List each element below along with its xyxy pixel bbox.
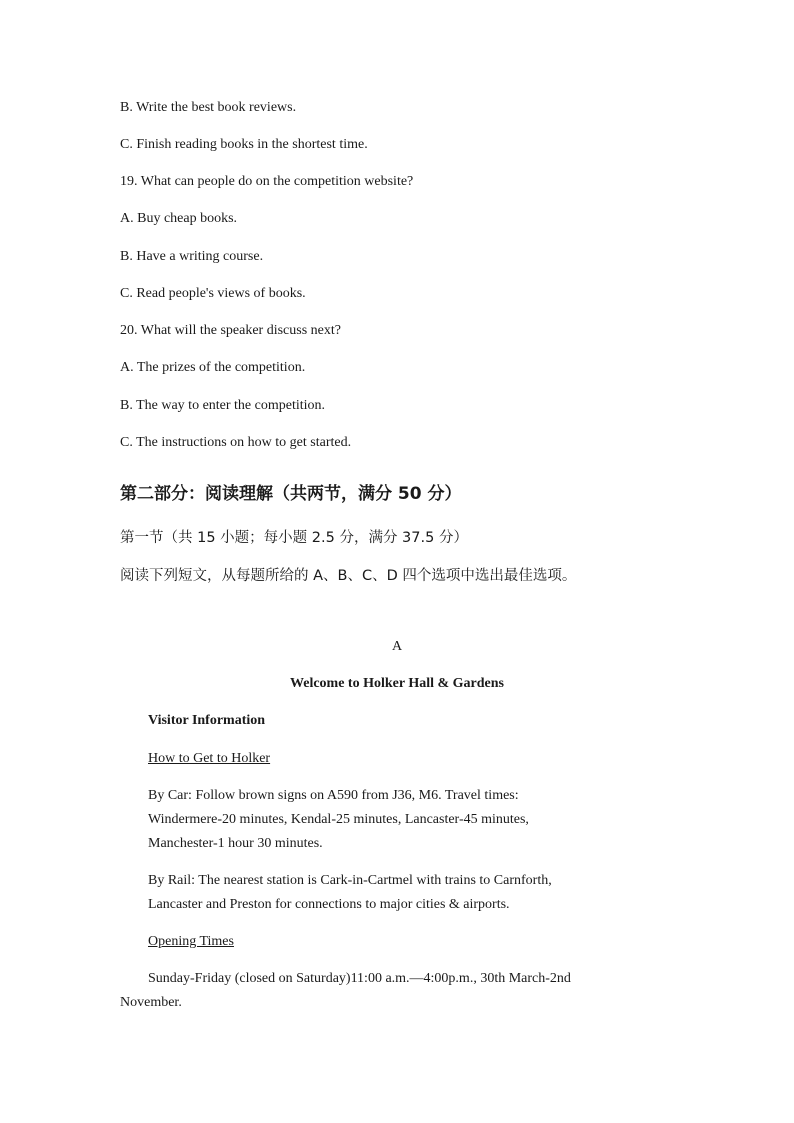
option-19-c: C. Read people's views of books. [120,286,306,301]
how-to-get-heading: How to Get to Holker [148,751,271,766]
by-car-line-3: Manchester-1 hour 30 minutes. [148,836,323,851]
passage-label: A [391,639,403,654]
opening-detail-line-2: November. [120,995,182,1010]
by-car-line-1: By Car: Follow brown signs on A590 from J36, M6. Travel times: [148,788,519,803]
by-rail-line-2: Lancaster and Preston for connections to major cities & airports. [148,897,510,912]
option-20-c: C. The instructions on how to get started. [120,435,352,450]
option-20-b: B. The way to enter the competition. [120,398,326,413]
opening-detail-line-1: Sunday-Friday (closed on Saturday)11:00 a.m.—4:00p.m., 30th March-2nd [148,971,571,986]
passage-title: Welcome to Holker Hall & Gardens [290,676,504,691]
option-19-a: A. Buy cheap books. [120,211,238,226]
by-rail-line-1: By Rail: The nearest station is Cark-in-Cartmel with trains to Carnforth, [148,873,552,888]
section1-heading: 第一节（共 15 小题；每小题 2.5 分，满分 37.5 分） [120,530,468,546]
question-19: 19. What can people do on the competition website? [120,174,414,189]
by-car-line-2: Windermere-20 minutes, Kendal-25 minutes, Lancaster-45 minutes, [148,812,529,827]
option-20-a: A. The prizes of the competition. [120,360,306,375]
opening-times-heading: Opening Times [148,934,234,949]
visitor-info-heading: Visitor Information [148,713,266,728]
question-20: 20. What will the speaker discuss next? [120,323,341,338]
option-18-b: B. Write the best book reviews. [120,100,297,115]
reading-instruction: 阅读下列短文，从每题所给的 A、B、C、D 四个选项中选出最佳选项。 [120,568,577,584]
option-18-c: C. Finish reading books in the shortest time. [120,137,368,152]
option-19-b: B. Have a writing course. [120,249,264,264]
part2-heading: 第二部分：阅读理解（共两节，满分 50 分） [120,484,462,504]
